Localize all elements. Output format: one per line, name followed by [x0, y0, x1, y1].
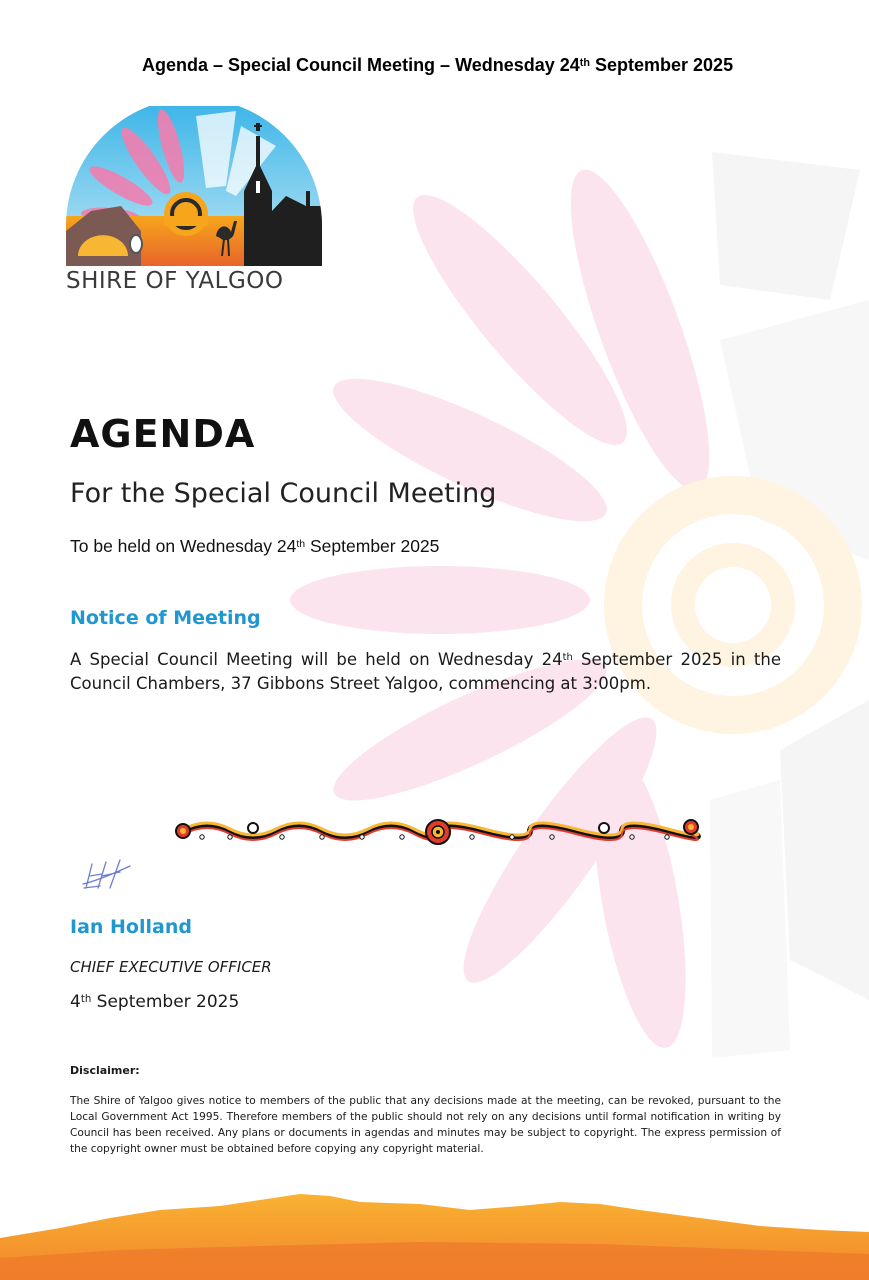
- meta-text: To be held on Wednesday 24: [70, 536, 297, 556]
- date-sup: th: [80, 993, 92, 1005]
- notice-text-end: September 2025 in the Council Chambers, 37 Gibbons Street Yalgoo, commencing at 3:00pm.: [70, 650, 781, 693]
- header-text: Agenda – Special Council Meeting – Wednesday 24: [142, 55, 580, 75]
- decorative-divider: [172, 815, 702, 849]
- signature-date: [70, 992, 239, 1012]
- header-text-end: September 2025: [590, 55, 734, 75]
- date-rest: September 2025: [91, 992, 240, 1012]
- notice-text: A Special Council Meeting will be held on Wednesday 24: [70, 650, 563, 669]
- notice-heading: Notice of Meeting: [70, 607, 261, 629]
- signer-name: Ian Holland: [70, 916, 192, 938]
- disclaimer-heading: Disclaimer:: [70, 1064, 140, 1077]
- notice-sup: th: [562, 652, 573, 664]
- meta-text-end: September 2025: [305, 536, 440, 556]
- date-day: 4: [70, 992, 81, 1012]
- signature-image: [80, 858, 140, 894]
- page-header: [142, 55, 733, 76]
- page-subtitle: For the Special Council Meeting: [70, 478, 497, 509]
- footer-landscape: [0, 1180, 869, 1280]
- signer-role: CHIEF EXECUTIVE OFFICER: [70, 958, 272, 976]
- meta-sup: th: [296, 537, 306, 550]
- disclaimer-body: The Shire of Yalgoo gives notice to members of the public that any decisions made at the meeting, can be revoked, pursuant to the Local Government Act 1995. Therefore members of the public should not rely on any decisions until formal notification in writing by Council has been received. Any plans or documents in agendas and minutes may be subject to copyright. The express permission of the copyright owner must be obtained before copying any copyright material.: [70, 1095, 781, 1155]
- page-title: AGENDA: [70, 412, 256, 456]
- logo-name: SHIRE OF YALGOO: [66, 268, 284, 294]
- header-sup: th: [579, 56, 590, 69]
- meeting-date-line: [70, 536, 439, 557]
- notice-body: [70, 648, 781, 696]
